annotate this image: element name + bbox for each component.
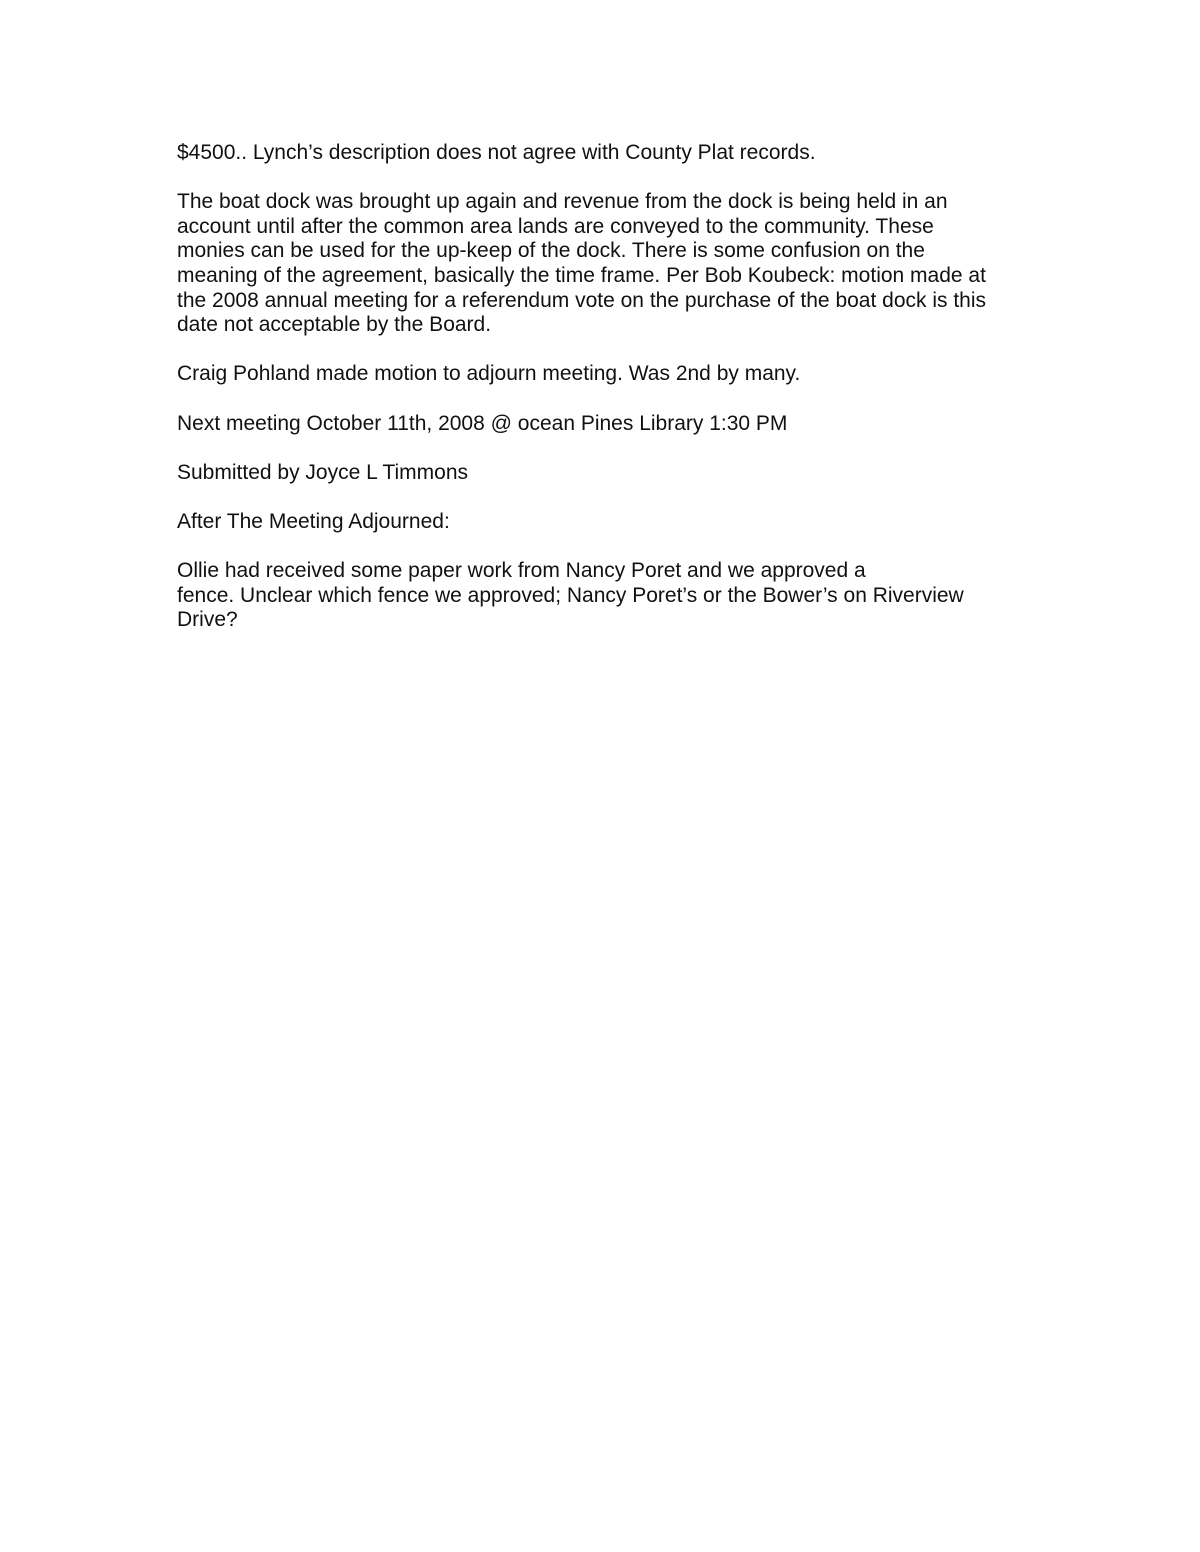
paragraph-next-meeting: Next meeting October 11th, 2008 @ ocean Pines Library 1:30 PM — [177, 411, 788, 435]
paragraph-plat-records: $4500.. Lynch’s description does not agree with County Plat records. — [177, 141, 816, 164]
paragraph-after-meeting-heading: After The Meeting Adjourned: — [177, 509, 450, 533]
document-body — [177, 141, 1027, 657]
paragraph-boat-dock: The boat dock was brought up again and revenue from the dock is being held in an account until after the common area lands are conveyed to the community. These monies can be used for the up-keep of the dock. There is some confusion on the meaning of the agreement, basically the time frame. Per Bob Koubeck: motion made at the 2008 annual meeting for a referendum vote on the purchase of the boat dock is this date not acceptable by the Board. — [177, 190, 987, 337]
paragraph-submitted-by: Submitted by Joyce L Timmons — [177, 460, 469, 484]
paragraph-adjourn-motion: Craig Pohland made motion to adjourn meeting. Was 2nd by many. — [177, 362, 801, 386]
paragraph-fence-approval: Ollie had received some paper work from Nancy Poret and we approved a fence. Unclear which fence we approved; Nancy Poret’s or the Bower’s on Riverview Drive? — [177, 559, 964, 632]
